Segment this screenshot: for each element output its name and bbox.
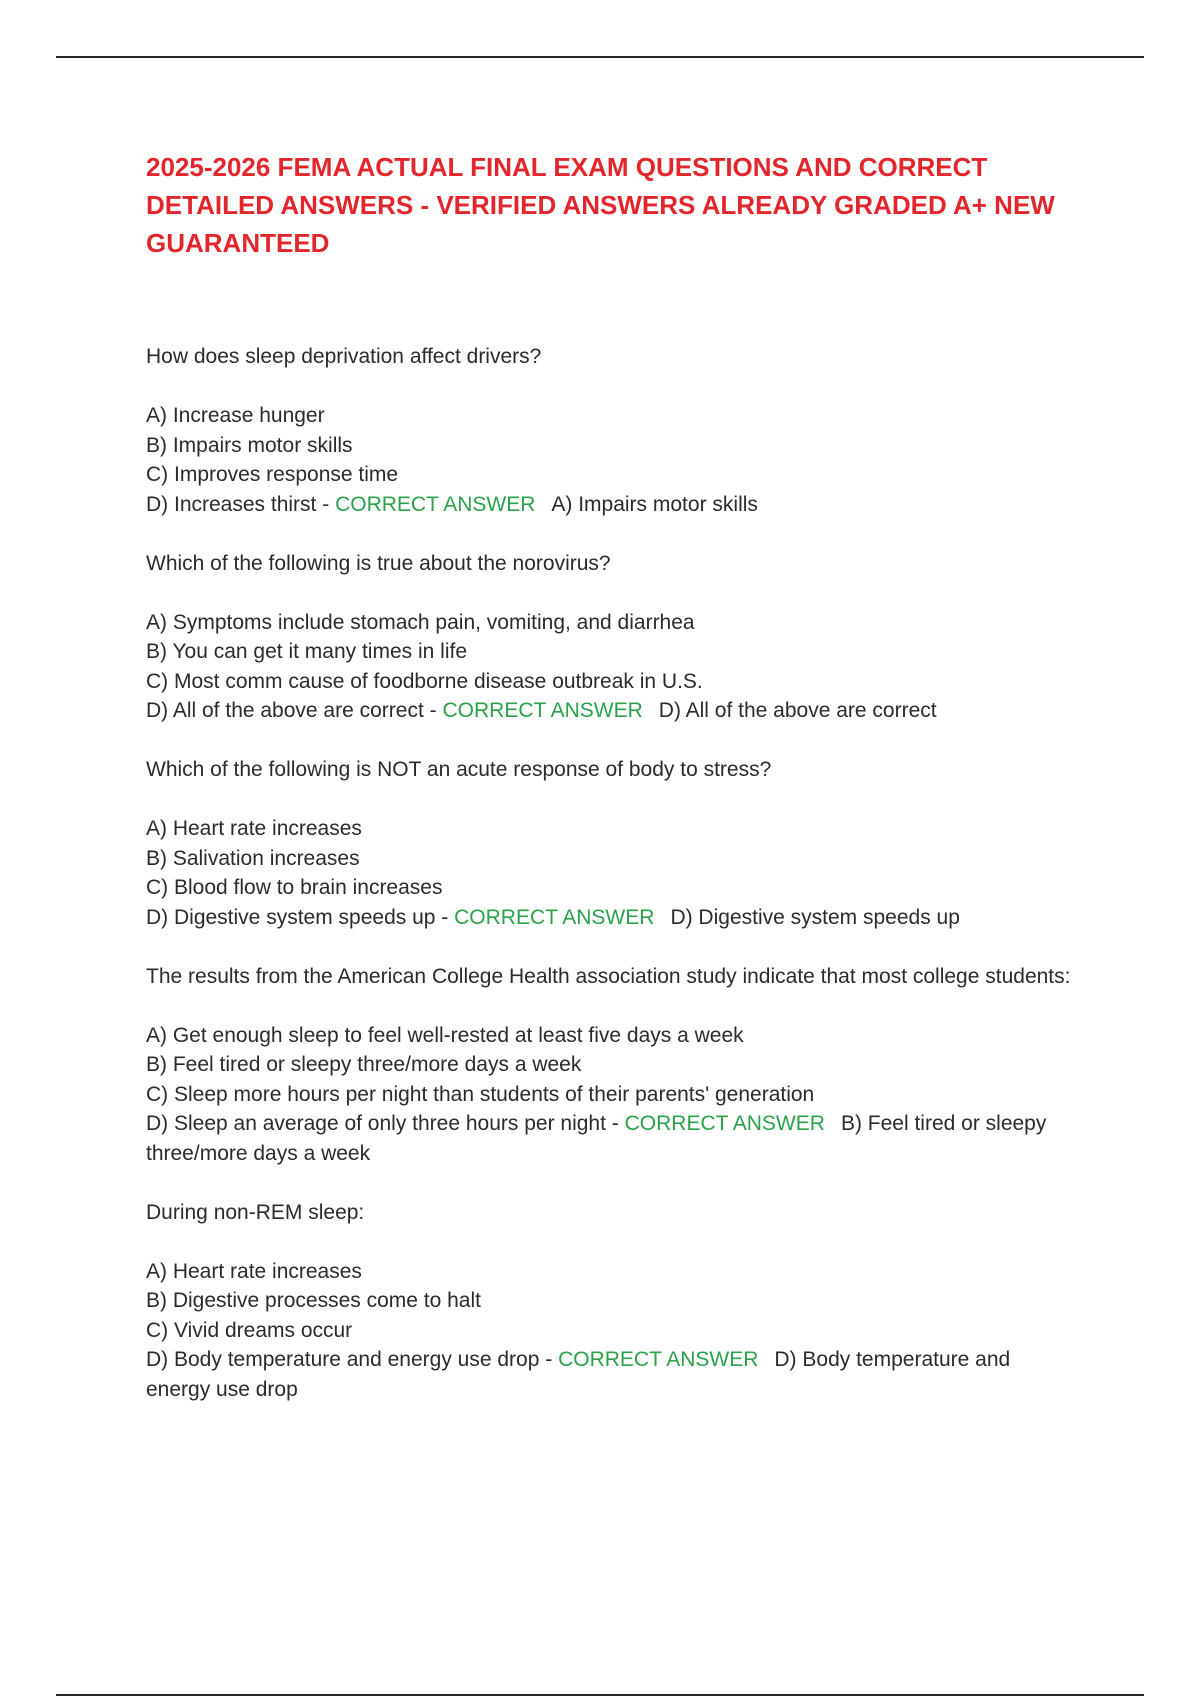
question-text: Which of the following is true about the norovirus? bbox=[146, 551, 611, 575]
answer-option-last bbox=[146, 903, 1076, 933]
answer-separator: - bbox=[435, 905, 455, 929]
question-text: Which of the following is NOT an acute response of body to stress? bbox=[146, 758, 772, 781]
answer-option-last bbox=[146, 696, 1076, 726]
answer-option: C) Improves response time bbox=[146, 463, 399, 486]
question-block bbox=[146, 1198, 1076, 1405]
correct-answer-text: A) Impairs motor skills bbox=[551, 492, 758, 516]
answer-option: A) Heart rate increases bbox=[146, 817, 362, 840]
question-block bbox=[146, 962, 1076, 1169]
answer-separator: - bbox=[605, 1112, 625, 1135]
answer-option: B) Feel tired or sleepy three/more days a week bbox=[146, 1053, 582, 1076]
answer-option: A) Get enough sleep to feel well-rested at least five days a week bbox=[146, 1023, 744, 1047]
option-text: D) All of the above are correct bbox=[146, 699, 424, 722]
correct-answer-text: B) Feel tired or sleepy three/more days a week bbox=[146, 1112, 1047, 1165]
question-text: How does sleep deprivation affect drivers? bbox=[146, 345, 542, 368]
answer-option-last bbox=[146, 1345, 1076, 1404]
correct-answer-text: D) All of the above are correct bbox=[658, 699, 937, 722]
question-block bbox=[146, 549, 1076, 726]
question-text: The results from the American College Health association study indicate that most college students: bbox=[146, 964, 1071, 988]
answer-option-last bbox=[146, 1109, 1076, 1168]
option-text: D) Sleep an average of only three hours per night bbox=[146, 1112, 606, 1135]
question-block bbox=[146, 755, 1076, 932]
answer-option: B) Digestive processes come to halt bbox=[146, 1289, 481, 1312]
answer-separator: - bbox=[539, 1348, 559, 1371]
option-text: D) Digestive system speeds up bbox=[146, 905, 436, 929]
correct-answer-label: CORRECT ANSWER bbox=[335, 492, 536, 516]
answer-option: A) Symptoms include stomach pain, vomiting, and diarrhea bbox=[146, 610, 695, 634]
question-text: During non-REM sleep: bbox=[146, 1200, 365, 1224]
correct-answer-label: CORRECT ANSWER bbox=[624, 1112, 825, 1135]
correct-answer-label: CORRECT ANSWER bbox=[454, 905, 655, 929]
answer-option: C) Sleep more hours per night than students of their parents' generation bbox=[146, 1082, 815, 1106]
correct-answer-text: D) Digestive system speeds up bbox=[670, 905, 960, 929]
answer-option: C) Blood flow to brain increases bbox=[146, 876, 443, 899]
correct-answer-text: D) Body temperature and energy use drop bbox=[146, 1348, 1011, 1401]
answer-option: A) Heart rate increases bbox=[146, 1259, 362, 1283]
bottom-rule bbox=[56, 1694, 1144, 1696]
answer-option: B) You can get it many times in life bbox=[146, 640, 467, 663]
document-body bbox=[146, 148, 1076, 1434]
question-block bbox=[146, 342, 1076, 519]
option-text: D) Body temperature and energy use drop bbox=[146, 1348, 540, 1371]
option-text: D) Increases thirst bbox=[146, 492, 317, 516]
answer-separator: - bbox=[423, 699, 443, 722]
document-title: 2025-2026 FEMA ACTUAL FINAL EXAM QUESTIONS AND CORRECT DETAILED ANSWERS - VERIFIED ANSWERS ALREADY GRADED A+ NEW GUARANTEED bbox=[146, 152, 1055, 258]
answer-option: C) Most comm cause of foodborne disease outbreak in U.S. bbox=[146, 669, 703, 693]
answer-option-last bbox=[146, 490, 1076, 520]
correct-answer-label: CORRECT ANSWER bbox=[442, 699, 643, 722]
answer-option: A) Increase hunger bbox=[146, 404, 325, 427]
answer-option: C) Vivid dreams occur bbox=[146, 1318, 353, 1342]
correct-answer-label: CORRECT ANSWER bbox=[558, 1348, 759, 1371]
answer-option: B) Impairs motor skills bbox=[146, 433, 353, 457]
answer-separator: - bbox=[316, 492, 336, 516]
answer-option: B) Salivation increases bbox=[146, 846, 360, 870]
top-rule bbox=[56, 56, 1144, 58]
